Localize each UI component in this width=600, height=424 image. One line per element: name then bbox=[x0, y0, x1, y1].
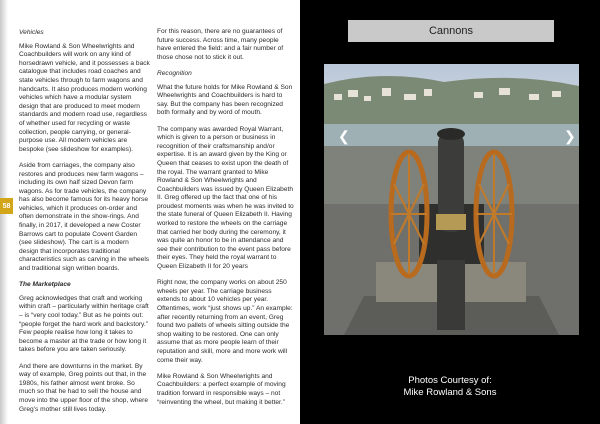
future-paragraph: For this reason, there are no guarantees of future success. Across time, many people have entered the field: and a fair number of those chose not to stick it out. bbox=[157, 28, 284, 61]
marketplace-paragraph-2: And there are downturns in the market. By way of example, Greg points out that, in the 1980s, his father almost went broke. So much so that he had to sell the house and move into the upper floor of the shop, where Greg’s mother still lives today. bbox=[19, 362, 149, 413]
photo-credit-line-1: Photos Courtesy of: bbox=[408, 375, 492, 386]
slideshow-panel bbox=[300, 0, 600, 424]
photo-credit bbox=[300, 375, 600, 399]
vehicles-paragraph-1: Mike Rowland & Son Wheelwrights and Coachbuilders will work on any kind of horsedrawn vehicle, and it possesses a back catalogue that includes road coaches and state vehicles through to farm wagons and handcarts. It also produces modern working vehicles which have a modular system design that are produced to meet modern standards and modern road use, regardless of whether used for recycling or waste collection, people carrying, or general-purpose use. All modern vehicles are bespoke (see slideshow for examples). bbox=[19, 42, 150, 153]
slideshow-title: Cannons bbox=[348, 20, 554, 42]
chevron-right-icon[interactable]: ❯ bbox=[564, 128, 576, 144]
recognition-heading: Recognition bbox=[157, 69, 192, 77]
marketplace-paragraph-1: Greg acknowledges that craft and working within craft – particularly within heritage craft – is “very cool today.” But as he points out: “people forget the hard work and backstory.” Few people realise how long it takes to become a master at the trade or how long it takes before you are taken seriously. bbox=[19, 294, 149, 354]
recognition-paragraph-1: What the future holds for Mike Rowland & Son Wheelwrights and Coachbuilders is hard to say. But the company has been recognized both formally and by word of mouth. bbox=[157, 83, 293, 117]
left-text-column bbox=[19, 29, 150, 422]
vehicles-heading: Vehicles bbox=[19, 29, 44, 36]
vehicles-paragraph-2: Aside from carriages, the company also restores and produces new farm wagons – including its own half sized Devon farm wagons. As for trade vehicles, the company has also become famous for its heavy horse vehicles, which it produces on-order and often demonstrate in the show-rings. And finally, in 2017, it developed a new Coster Barrows cart to populate Covent Garden (see slideshow). The cart is a modern design that incorporates traditional characteristics such as carving in the wheels and traditional sign written boards. bbox=[19, 161, 150, 273]
page-number-tab: 58 bbox=[0, 198, 13, 214]
royal-warrant-paragraph: The company was awarded Royal Warrant, which is given to a person or business in recognition of their craftsmanship and/or expertise. It is an award given by the King or Queen that ceases to exist upon the death of the royal. The warrant granted to Mike Rowland & Son Wheelwrights and Coachbuilders was issued by Queen Elizabeth II. Greg offered up the fact that one of his proudest moments was when he was invited to the state funeral of Queen Elizabeth II. Having worked to restore the wheels on the carriage that carried her body during the ceremony, it was quite an honor to be in attendance and see their contribution to the event pass before their eyes. They held the royal warrant to Queen Elizabeth II for 20 years bbox=[157, 125, 294, 271]
marketplace-heading: The Marketplace bbox=[19, 281, 71, 289]
closing-paragraph: Mike Rowland & Son Wheelwrights and Coachbuilders: a perfect example of moving tradition forward in responsible ways – not “reinventing the wheel, but making it better.” bbox=[157, 372, 286, 406]
chevron-left-icon[interactable]: ❮ bbox=[338, 128, 350, 144]
workload-paragraph: Right now, the company works on about 250 wheels per year. The carriage business extends to about 10 vehicles per year. Oftentimes, work “just shows up.” An example: after recently returning from an event, Greg found two pallets of wheels sitting outside the shop waiting to be restored. One can only assume that as more people learn of their reputation and skill, more and more work will come their way. bbox=[157, 279, 293, 364]
cannon-photo bbox=[324, 64, 579, 335]
middle-text-column bbox=[157, 28, 294, 415]
cannon-illustration bbox=[324, 64, 579, 335]
photo-credit-line-2: Mike Rowland & Sons bbox=[403, 387, 497, 398]
